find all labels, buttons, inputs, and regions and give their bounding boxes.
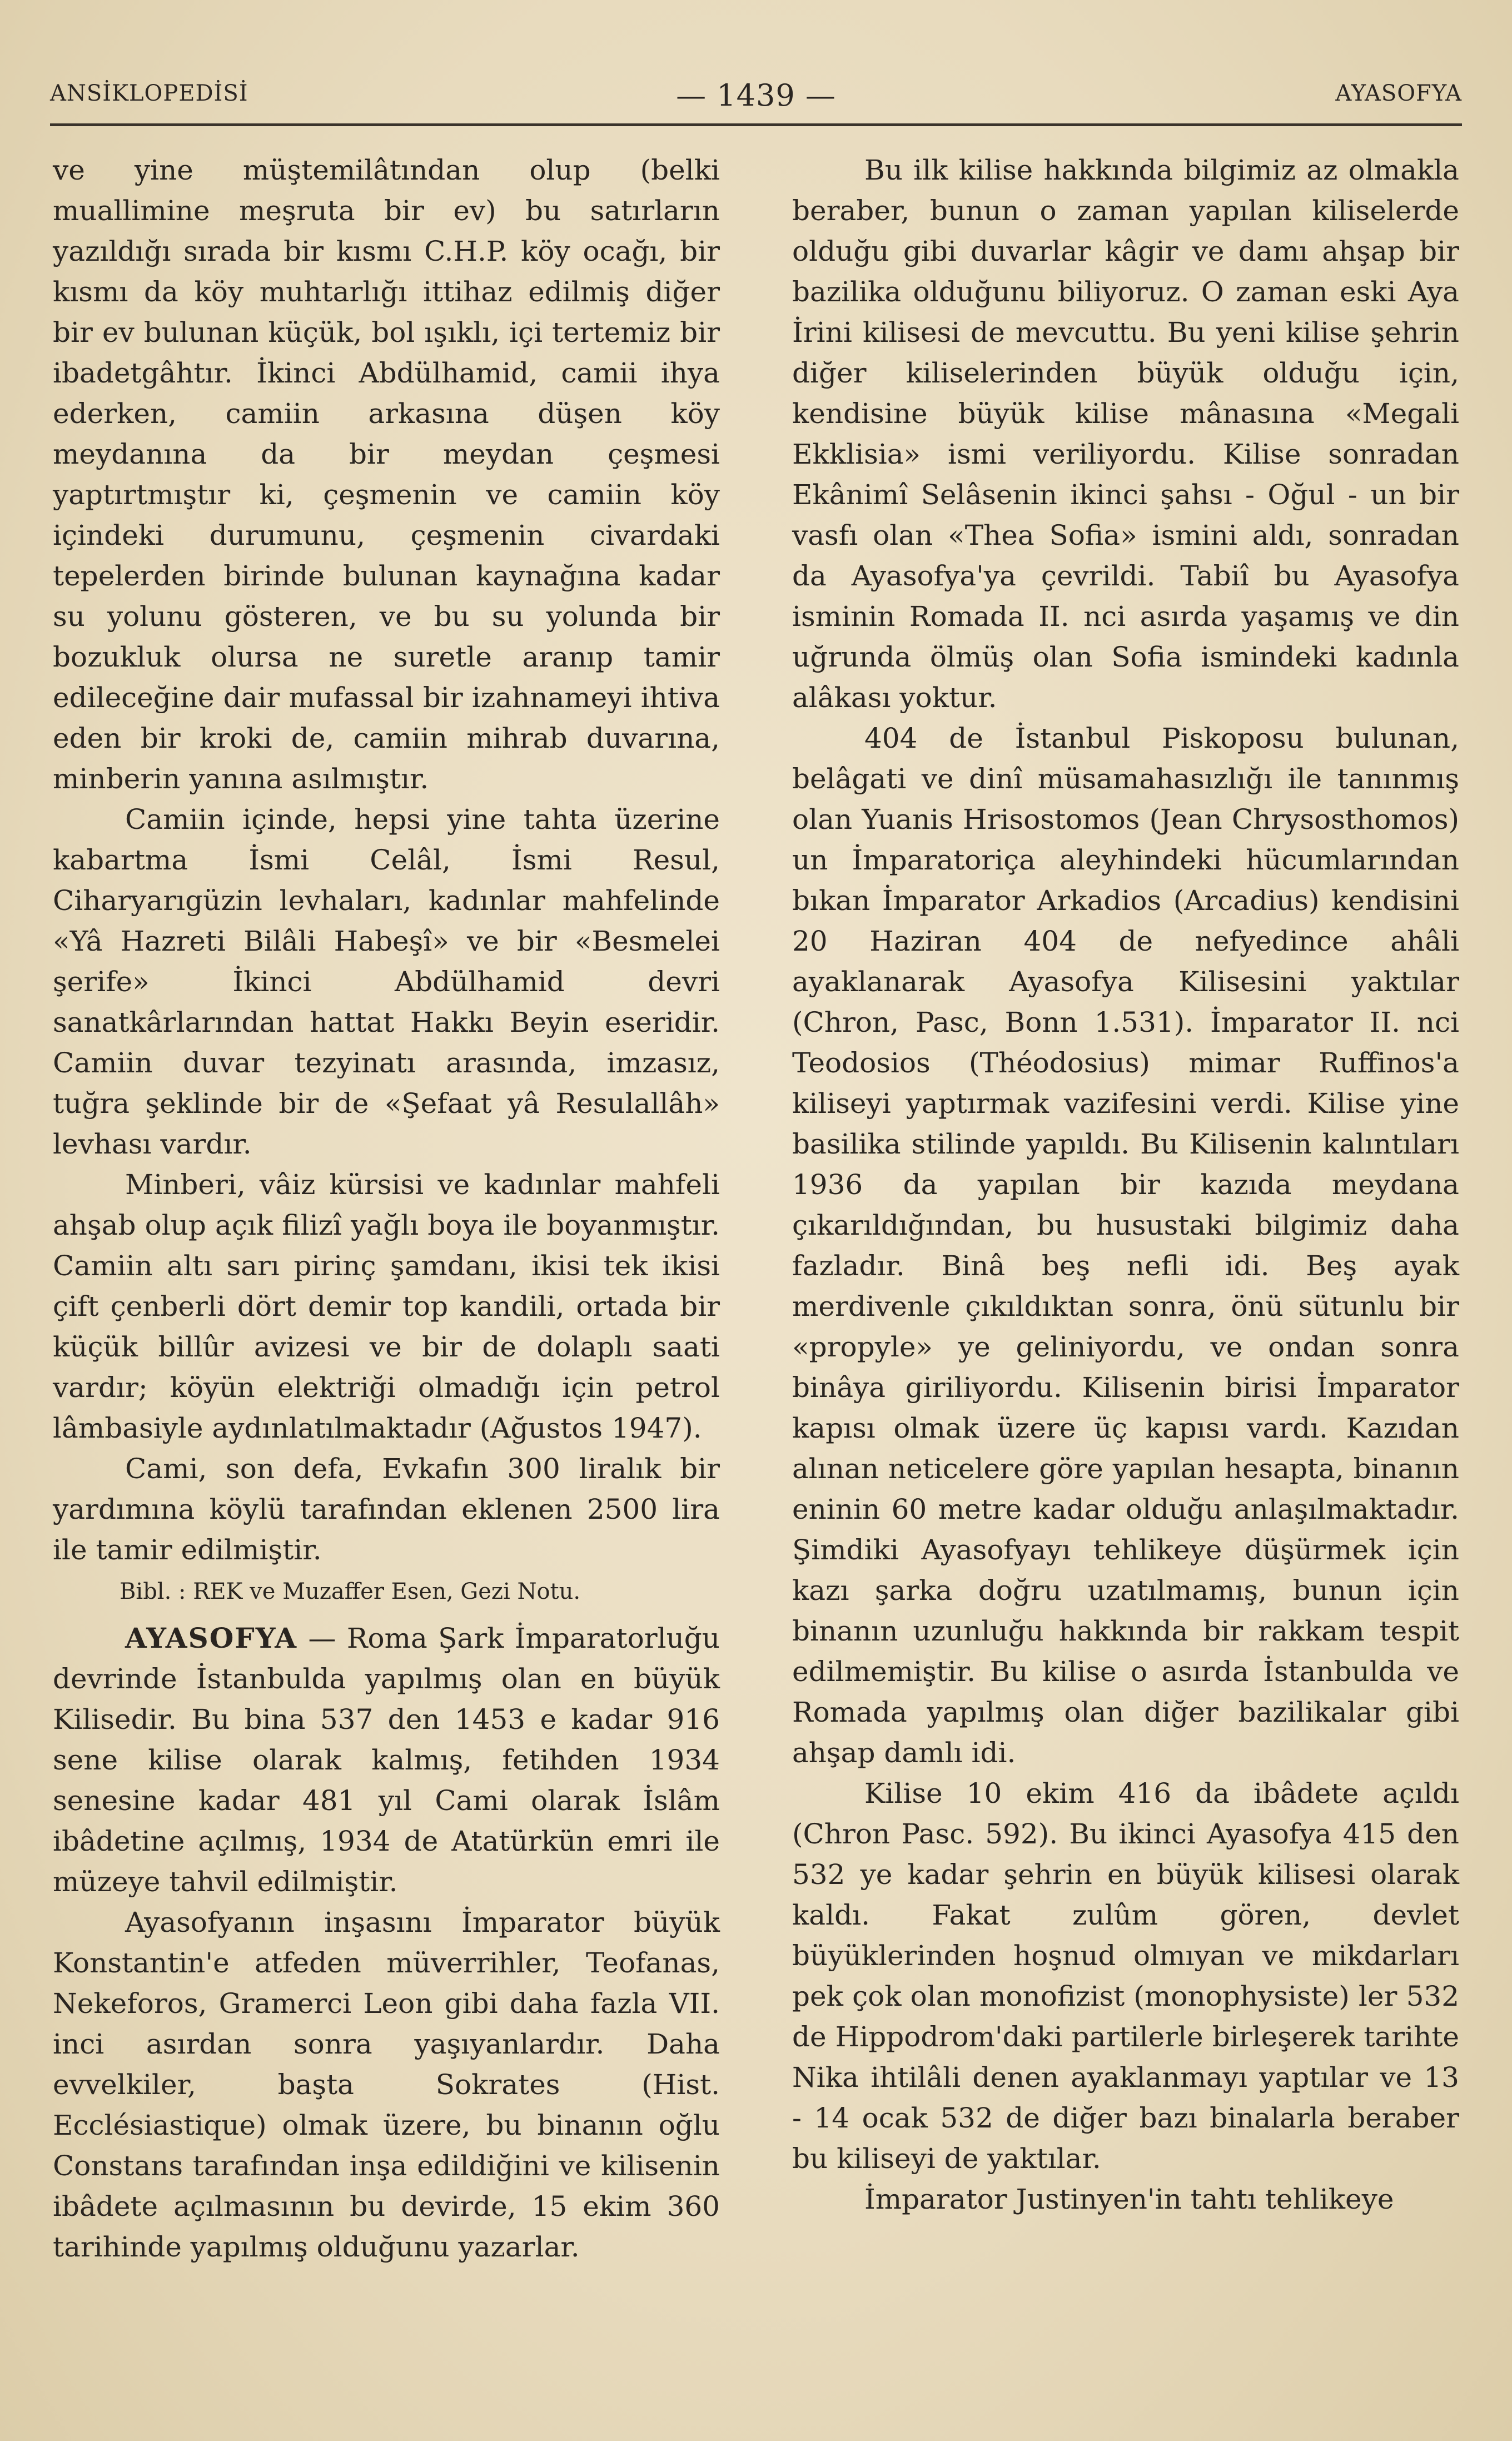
header-right: AYASOFYA	[1335, 81, 1462, 106]
page-number: — 1439 —	[676, 78, 836, 113]
entry-text: — Roma Şark İmparatorluğu devrinde İstanbulda yapılmış olan en büyük Kilisedir. Bu bina 537 den 1453 e kadar 916 sene kilise olarak kalmış, fetihden 1934 senesine kadar 481 yıl Cami olarak İslâm ibâdetine açılmış, 1934 de Atatürkün emri ile müzeye tahvil edilmiştir.	[53, 1622, 720, 1898]
paragraph: Minberi, vâiz kürsisi ve kadınlar mahfeli ahşab olup açık filizî yağlı boya ile boyanmıştır. Camiin altı sarı pirinç şamdanı, ikisi tek ikisi çift çenberli dört demir top kandili, ortada bir küçük billûr avizesi ve bir de dolaplı saati vardır; köyün elektriği olmadığı için petrol lâmbasiyle aydınlatılmaktadır (Ağustos 1947).	[53, 1169, 720, 1444]
paragraph: Ayasofyanın inşasını İmparator büyük Konstantin'e atfeden müverrihler, Teofanas, Nekeforos, Gramerci Leon gibi daha fazla VII. inci asırdan sonra yaşıyanlardır. Daha evvelkiler, başta Sokrates (Hist. Ecclésiastique) olmak üzere, bu binanın oğlu Constans tarafından inşa edildiğini ve kilisenin ibâdete açılmasının bu devirde, 15 ekim 360 tarihinde yapılmış olduğunu yazarlar.	[53, 1906, 720, 2263]
running-header	[50, 72, 1462, 122]
left-column	[53, 150, 720, 2268]
paragraph: Camiin içinde, hepsi yine tahta üzerine kabartma İsmi Celâl, İsmi Resul, Ciharyarıgüzin levhaları, kadınlar mahfelinde «Yâ Hazreti Bilâli Habeşî» ve bir «Besmelei şerife» İkinci Abdülhamid devri sanatkârlarından hattat Hakkı Beyin eseridir. Camiin duvar tezyinatı arasında, imzasız, tuğra şeklinde bir de «Şefaat yâ Resulallâh» levhası vardır.	[53, 803, 720, 1160]
paragraph: İmparator Justinyen'in tahtı tehlikeye	[864, 2183, 1394, 2215]
paragraph: 404 de İstanbul Piskoposu bulunan, belâgati ve dinî müsamahasızlığı ile tanınmış olan Yuanis Hrisostomos (Jean Chrysosthomos) un İmparatoriça aleyhindeki hücumlarından bıkan İmparator Arkadios (Arcadius) kendisini 20 Haziran 404 de nefyedince ahâli ayaklanarak Ayasofya Kilisesini yaktılar (Chron, Pasc, Bonn 1.531). İmparator II. nci Teodosios (Théodosius) mimar Ruffinos'a kiliseyi yaptırmak vazifesini verdi. Kilise yine basilika stilinde yapıldı. Bu Kilisenin kalıntıları 1936 da yapılan bir kazıda meydana çıkarıldığından, bu husustaki bilgimiz daha fazladır. Binâ beş nefli idi. Beş ayak merdivenle çıkıldıktan sonra, önü sütunlu bir «propyle» ye geliniyordu, ve ondan sonra binâya giriliyordu. Kilisenin birisi İmparator kapısı olmak üzere üç kapısı vardı. Kazıdan alınan neticelere göre yapılan hesapta, binanın eninin 60 metre kadar olduğu anlaşılmaktadır. Şimdiki Ayasofyayı tehlikeye düşürmek için kazı şarka doğru uzatılmamış, bunun için binanın uzunluğu hakkında bir rakkam tespit edilmemiştir. Bu kilise o asırda İstanbulda ve Romada yapılmış olan diğer bazilikalar gibi ahşap damlı idi.	[792, 722, 1459, 1769]
entry-paragraph	[53, 1618, 720, 1902]
paragraph: Bu ilk kilise hakkında bilgimiz az olmakla beraber, bunun o zaman yapılan kiliselerde olduğu gibi duvarlar kâgir ve damı ahşap bir bazilika olduğunu biliyoruz. O zaman eski Aya İrini kilisesi de mevcuttu. Bu yeni kilise şehrin diğer kiliselerinden büyük olduğu için, kendisine büyük kilise mânasına «Megali Ekklisia» ismi veriliyordu. Kilise sonradan Ekânimî Selâsenin ikinci şahsı - Oğul - un bir vasfı olan «Thea Sofia» ismini aldı, sonradan da Ayasofya'ya çevrildi. Tabiî bu Ayasofya isminin Romada II. nci asırda yaşamış ve din uğrunda ölmüş olan Sofia ismindeki kadınla alâkası yoktur.	[792, 154, 1459, 714]
entry-title: AYASOFYA	[125, 1622, 298, 1654]
paragraph: Cami, son defa, Evkafın 300 liralık bir yardımına köylü tarafından eklenen 2500 lira ile tamir edilmiştir.	[53, 1453, 720, 1566]
right-column	[792, 150, 1459, 2220]
bibliography: Bibl. : REK ve Muzaffer Esen, Gezi Notu.	[120, 1579, 581, 1604]
paragraph: ve yine müştemilâtından olup (belki muallimine meşruta bir ev) bu satırların yazıldığı sırada bir kısmı C.H.P. köy ocağı, bir kısmı da köy muhtarlığı ittihaz edilmiş diğer bir ev bulunan küçük, bol ışıklı, içi tertemiz bir ibadetgâhtır. İkinci Abdülhamid, camii ihya ederken, camiin arkasına düşen köy meydanına da bir meydan çeşmesi yaptırtmıştır ki, çeşmenin ve camiin köy içindeki durumunu, çeşmenin civardaki tepelerden birinde bulunan kaynağına kadar su yolunu gösteren, ve bu su yolunda bir bozukluk olursa ne suretle aranıp tamir edileceğine dair mufassal bir izahnameyi ihtiva eden bir kroki de, camiin mihrab duvarına, minberin yanına asılmıştır.	[53, 154, 720, 795]
paragraph: Kilise 10 ekim 416 da ibâdete açıldı (Chron Pasc. 592). Bu ikinci Ayasofya 415 den 532 ye kadar şehrin en büyük kilisesi olarak kaldı. Fakat zulûm gören, devlet büyüklerinden hoşnud olmıyan ve mikdarları pek çok olan monofizist (monophysiste) ler 532 de Hippodrom'daki partilerle birleşerek tarihte Nika ihtilâli denen ayaklanmayı yaptılar ve 13 - 14 ocak 532 de diğer bazı binalarla beraber bu kiliseyi de yaktılar.	[792, 1777, 1459, 2175]
header-rule	[50, 123, 1462, 126]
header-left: ANSİKLOPEDİSİ	[50, 81, 248, 106]
